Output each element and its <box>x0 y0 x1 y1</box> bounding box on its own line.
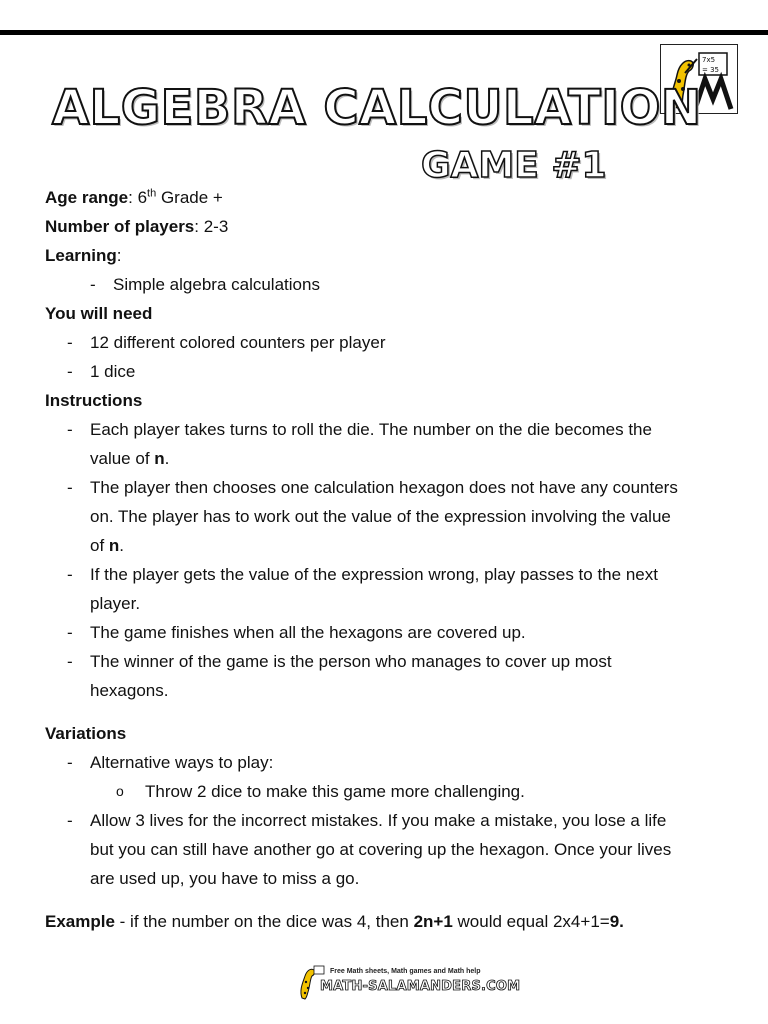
list-item <box>45 473 735 560</box>
age-range-label: Age range <box>45 188 129 207</box>
players-line <box>45 212 735 241</box>
period: . <box>164 449 170 468</box>
top-rule <box>0 30 768 35</box>
instruction-5-line-1: The winner of the game is the person who manages to cover up most <box>90 652 612 671</box>
example-result: 9. <box>609 912 624 931</box>
logo-text-top: 7x5 <box>702 56 716 64</box>
players-value: : 2-3 <box>194 217 229 236</box>
instruction-1-line-1: Each player takes turns to roll the die. The number on the die becomes the <box>90 420 652 439</box>
list-item <box>45 777 735 806</box>
footer-logo <box>296 962 521 1002</box>
age-range-suffix: Grade + <box>156 188 223 207</box>
footer-tagline: Free Math sheets, Math games and Math help <box>330 968 481 975</box>
age-range-value: : 6 <box>128 188 148 207</box>
section-gap <box>45 705 735 719</box>
instruction-1-line-2 <box>90 444 735 473</box>
instruction-3-line-1: If the player gets the value of the expression wrong, play passes to the next <box>90 565 658 584</box>
list-item <box>45 415 735 473</box>
dash-marker: - <box>67 478 73 497</box>
worksheet-content <box>45 183 735 936</box>
dash-marker: - <box>67 333 73 352</box>
list-item <box>45 618 735 647</box>
example-label: Example <box>45 912 115 931</box>
need-item-counters: 12 different colored counters per player <box>90 333 386 352</box>
variations-label: Variations <box>45 724 127 743</box>
list-item <box>45 357 735 386</box>
dash-marker: - <box>90 275 96 294</box>
dash-marker: - <box>67 811 73 830</box>
instruction-3-line-2: player. <box>90 594 141 613</box>
page-subtitle: GAME #1 <box>421 145 607 186</box>
list-item <box>45 647 735 705</box>
variation-2-line-1: Allow 3 lives for the incorrect mistakes. If you make a mistake, you lose a life <box>90 811 667 830</box>
logo-text-bottom: = 35 <box>702 66 719 74</box>
age-range-line <box>45 183 735 212</box>
dash-marker: - <box>67 652 73 671</box>
footer-site: MATH-SALAMANDERS.COM <box>320 979 521 994</box>
variation-1: Alternative ways to play: <box>90 753 274 772</box>
instructions-label: Instructions <box>45 391 143 410</box>
dash-marker: - <box>67 753 73 772</box>
variable-n: n <box>154 449 165 468</box>
list-item <box>45 270 735 299</box>
variation-2-line-2: but you can still have another go at covering up the hexagon. Once your lives <box>90 840 672 859</box>
example-line <box>45 907 735 936</box>
learning-label: Learning <box>45 246 117 265</box>
learning-colon: : <box>116 246 122 265</box>
instruction-1-text: value of <box>90 449 155 468</box>
variation-1-sub: Throw 2 dice to make this game more challenging. <box>145 782 525 801</box>
list-item <box>45 806 735 893</box>
instruction-2-line-3 <box>90 531 735 560</box>
dash-marker: - <box>67 623 73 642</box>
instruction-2-line-2: on. The player has to work out the value of the expression involving the value <box>90 507 671 526</box>
dash-marker: - <box>67 420 73 439</box>
circle-marker: o <box>116 783 124 799</box>
instruction-5-line-2: hexagons. <box>90 681 169 700</box>
players-label: Number of players <box>45 217 195 236</box>
instruction-2-line-1: The player then chooses one calculation hexagon does not have any counters <box>90 478 678 497</box>
age-range-sup: th <box>147 187 157 200</box>
need-item-dice: 1 dice <box>90 362 136 381</box>
example-expression: 2n+1 <box>413 912 453 931</box>
section-gap <box>45 893 735 907</box>
period: . <box>119 536 125 555</box>
variation-2-line-3: are used up, you have to miss a go. <box>90 869 360 888</box>
list-item <box>45 560 735 618</box>
instruction-2-text: of <box>90 536 109 555</box>
page-title: ALGEBRA CALCULATION <box>52 80 702 136</box>
dash-marker: - <box>67 565 73 584</box>
list-item <box>45 748 735 777</box>
learning-item: Simple algebra calculations <box>113 275 320 294</box>
variable-n: n <box>108 536 120 555</box>
list-item <box>45 328 735 357</box>
example-text-b: would equal 2x4+1= <box>452 912 610 931</box>
need-label: You will need <box>45 304 153 323</box>
learning-line <box>45 241 735 270</box>
instruction-4-line-1: The game finishes when all the hexagons are covered up. <box>90 623 526 642</box>
example-text-a: - if the number on the dice was 4, then <box>114 912 414 931</box>
dash-marker: - <box>67 362 73 381</box>
